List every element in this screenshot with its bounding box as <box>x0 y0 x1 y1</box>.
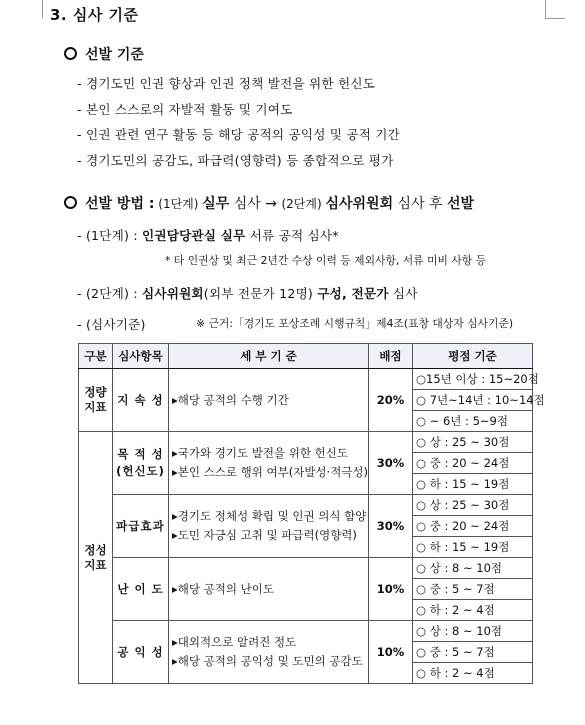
score-cell: ○ 중 : 5 ~ 7점 <box>413 642 533 663</box>
detail-cell <box>169 558 369 621</box>
step1-line <box>77 225 339 244</box>
detail-text: ▸해당 공적의 난이도 <box>172 581 274 596</box>
crop-mark-right-h <box>545 18 565 19</box>
score-cell: ○ 상 : 25 ~ 30점 <box>413 495 533 516</box>
selection-criteria-title-text: 선발 기준 <box>85 47 144 63</box>
selection-method-title <box>64 193 474 213</box>
circle-bullet-icon <box>64 47 77 60</box>
criterion-cell: 난 이 도 <box>113 558 169 621</box>
criterion-cell: 목 적 성 (헌신도) <box>113 432 169 495</box>
header-item: 심사항목 <box>113 344 169 369</box>
header-category: 구분 <box>79 344 113 369</box>
detail-cell <box>169 369 369 432</box>
step2-emphasis-2: 구성, 전문가 <box>317 286 389 301</box>
weight-cell: 30% <box>369 432 413 495</box>
table-row <box>79 432 533 453</box>
score-cell: ○ 상 : 25 ~ 30점 <box>413 432 533 453</box>
score-cell: ○ 하 : 2 ~ 4점 <box>413 600 533 621</box>
score-cell: ○ 하 : 15 ~ 19점 <box>413 537 533 558</box>
score-cell: ○ ~ 6년 : 5~9점 <box>413 411 533 432</box>
detail-cell <box>169 621 369 684</box>
criterion-cell: 지 속 성 <box>113 369 169 432</box>
circle-bullet-icon <box>64 196 77 209</box>
criterion-cell: 파급효과 <box>113 495 169 558</box>
step1-label: - (1단계) : <box>77 228 142 243</box>
header-detail: 세 부 기 준 <box>169 344 369 369</box>
review-basis-note: ※ 근거:「경기도 포상조례 시행규칙」제4조(표창 대상자 심사기준) <box>196 317 514 330</box>
method-title-part: (1단계) <box>154 197 203 211</box>
detail-text: ▸국가와 경기도 발전을 위한 헌신도 <box>172 446 348 460</box>
criteria-item: - 경기도민의 공감도, 파급력(영향력) 등 종합적으로 평가 <box>77 153 394 168</box>
detail-text: ▸도민 자긍심 고취 및 파급력(영향력) <box>172 528 357 542</box>
table-row <box>79 369 533 390</box>
step2-rest: 심사 <box>388 286 418 301</box>
score-cell: ○ 중 : 5 ~ 7점 <box>413 579 533 600</box>
criterion-cell: 공 익 성 <box>113 621 169 684</box>
score-cell: ○ 7년~14년 : 10~14점 <box>413 390 533 411</box>
method-title-part: 실무 <box>202 196 230 212</box>
table-body <box>79 369 545 684</box>
crop-mark-right <box>545 0 546 18</box>
detail-cell <box>169 495 369 558</box>
score-cell: ○ 하 : 15 ~ 19점 <box>413 474 533 495</box>
weight-cell: 30% <box>369 495 413 558</box>
category-quant: 정량 지표 <box>79 369 113 432</box>
step1-note: * 타 인권상 및 최근 2년간 수상 이력 등 제외사항, 서류 미비 사항 등 <box>165 254 487 267</box>
step2-emphasis: 심사위원회 <box>141 286 204 301</box>
crop-mark-left <box>42 0 43 18</box>
detail-cell <box>169 432 369 495</box>
table-row <box>79 621 533 642</box>
score-cell: ○ 상 : 8 ~ 10점 <box>413 621 533 642</box>
category-qual: 정성 지표 <box>79 432 113 684</box>
detail-text: ▸해당 공적의 공익성 및 도민의 공감도 <box>172 654 363 668</box>
score-cell: ○ 상 : 8 ~ 10점 <box>413 558 533 579</box>
header-scoring: 평점 기준 <box>413 344 533 369</box>
step1-emphasis: 인권담당관실 실무 <box>141 228 246 243</box>
review-criteria-label: - (심사기준) <box>77 317 146 332</box>
criteria-table <box>78 343 545 684</box>
method-title-part: (2단계) <box>281 197 326 211</box>
step2-label: - (2단계) : <box>77 286 142 301</box>
selection-criteria-title <box>64 44 144 64</box>
header-weight: 배점 <box>369 344 413 369</box>
detail-text: ▸대외적으로 알려진 정도 <box>172 635 297 649</box>
weight-cell: 10% <box>369 558 413 621</box>
step2-line <box>77 283 418 302</box>
criteria-item: - 경기도민 인권 향상과 인권 정책 발전을 위한 헌신도 <box>77 76 376 91</box>
table-row <box>79 495 533 516</box>
method-title-part: 선발 <box>447 196 475 212</box>
score-cell: ○ 중 : 20 ~ 24점 <box>413 516 533 537</box>
detail-text: ▸본인 스스로 행위 여부(자발성‧적극성) <box>172 465 369 479</box>
weight-cell: 20% <box>369 369 413 432</box>
section-heading: 3. 심사 기준 <box>50 6 139 24</box>
method-title-part: 심사 후 <box>393 196 448 212</box>
criteria-item: - 인권 관련 연구 활동 등 해당 공적의 공익성 및 공적 기간 <box>77 127 401 142</box>
detail-text: ▸해당 공적의 수행 기간 <box>172 392 289 407</box>
weight-cell: 10% <box>369 621 413 684</box>
step1-rest: 서류 공적 심사* <box>245 228 339 243</box>
method-title-part: 심사위원회 <box>325 196 394 212</box>
criteria-item: - 본인 스스로의 자발적 활동 및 기여도 <box>77 102 293 117</box>
table-header-row <box>79 344 533 369</box>
score-cell: ○ 하 : 2 ~ 4점 <box>413 663 533 684</box>
step2-detail: (외부 전문가 12명) <box>203 286 318 301</box>
method-title-part: 심사 → <box>229 196 282 212</box>
score-cell: ○ 중 : 20 ~ 24점 <box>413 453 533 474</box>
table-row <box>79 558 533 579</box>
method-title-part: 선발 방법 : <box>85 196 155 212</box>
detail-text: ▸경기도 정체성 확립 및 인권 의식 함양 <box>172 509 367 523</box>
score-cell: ○15년 이상 : 15~20점 <box>413 369 533 390</box>
